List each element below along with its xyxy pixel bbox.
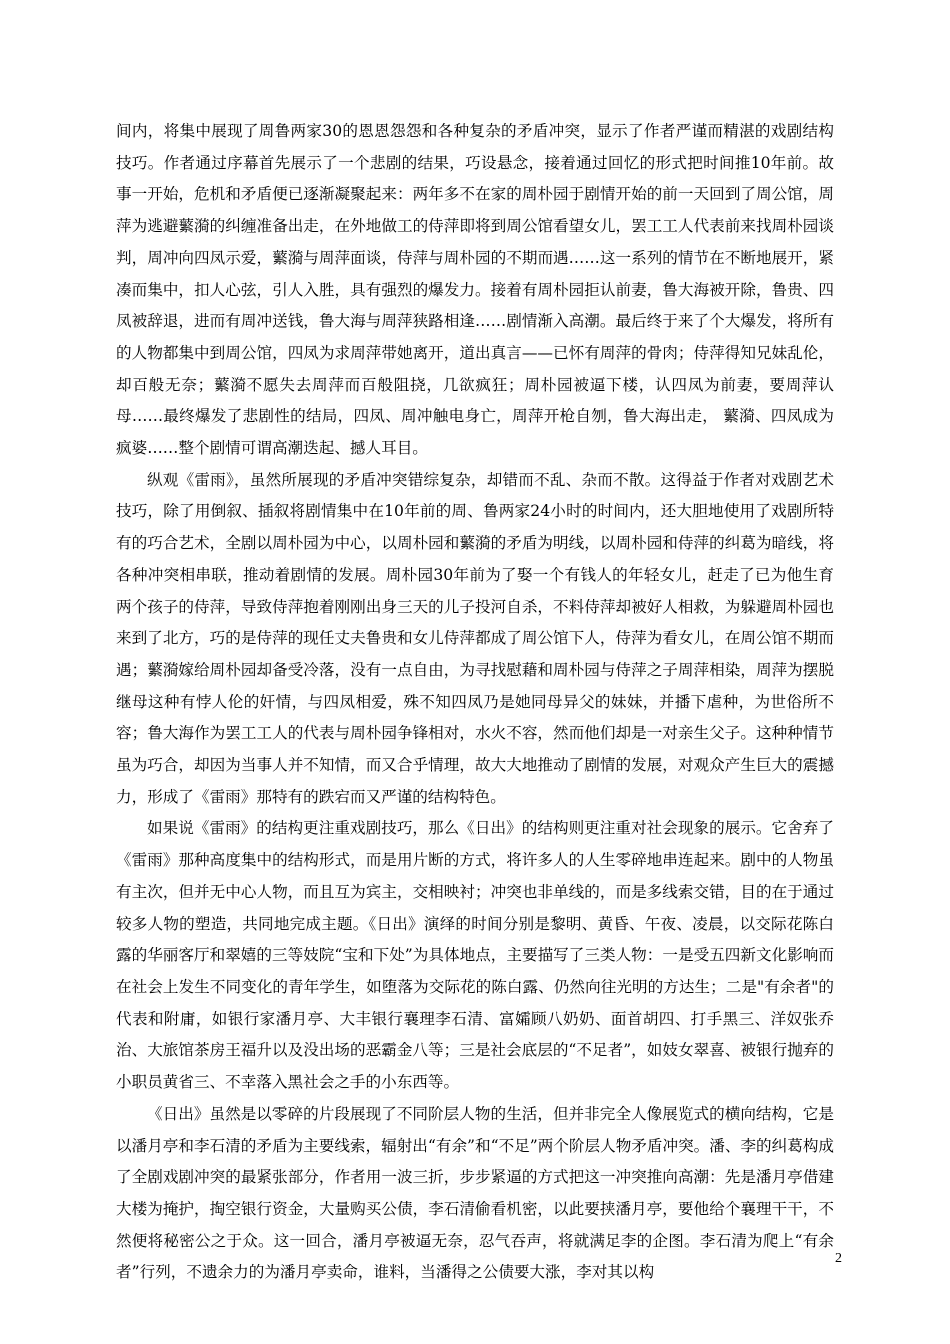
paragraph-4: 《日出》虽然是以零碎的片段展现了不同阶层人物的生活，但并非完全人像展览式的横向结构，它是以潘月亭和李石清的矛盾为主要线索，辐射出“有余”和“不足”两个阶层人物矛盾冲突。潘、李的纠葛构成了全剧戏剧冲突的最紧张部分，作者用一波三折，步步紧逼的方式把这一冲突推向高潮：先是潘月亭借建大楼为掩护，掏空银行资金，大量购买公债，李石清偷看机密，以此要挟潘月亭，要他给个襄理干干，不然便将秘密公之于众。这一回合，潘月亭被逼无奈，忍气吞声，将就满足李的企图。李石清为爬上“有余者”行列，不遗余力的为潘月亭卖命，谁料，当潘得之公债要大涨，李对其以构 (116, 1104, 835, 1282)
body-text (116, 116, 834, 1289)
paragraph-3: 如果说《雷雨》的结构更注重戏剧技巧，那么《日出》的结构则更注重对社会现象的展示。它舍弃了《雷雨》那种高度集中的结构形式，而是用片断的方式，将许多人的人生零碎地串连起来。剧中的人物虽有主次，但并无中心人物，而且互为宾主，交相映衬；冲突也非单线的，而是多线索交错，目的在于通过较多人物的塑造，共同地完成主题。《日出》演绎的时间分别是黎明、黄昏、午夜、凌晨，以交际花陈白露的华丽客厅和翠嬉的三等妓院“宝和下处”为具体地点，主要描写了三类人物：一是受五四新文化影响而在社会上发生不同变化的青年学生，如堕落为交际花的陈白露、仍然向往光明的方达生；二是"有余者"的代表和附庸，如银行家潘月亭、大丰银行襄理李石清、富孀顾八奶奶、面首胡四、打手黑三、洋奴张乔治、大旅馆茶房王福升以及没出场的恶霸金八等；三是社会底层的“不足者”，如妓女翠喜、被银行抛弃的小职员黄省三、不幸落入黑社会之手的小东西等。 (116, 819, 834, 1092)
paragraph-1: 间内，将集中展现了周鲁两家30的恩恩怨怨和各种复杂的矛盾冲突，显示了作者严谨而精湛的戏剧结构技巧。作者通过序幕首先展示了一个悲剧的结果，巧设悬念，接着通过回忆的形式把时间推10年前。故事一开始，危机和矛盾便已逐渐凝聚起来：两年多不在家的周朴园于剧情开始的前一天回到了周公馆，周萍为逃避蘩漪的纠缠准备出走，在外地做工的侍萍即将到周公馆看望女儿，罢工工人代表前来找周朴园谈判，周冲向四凤示爱，蘩漪与周萍面谈，侍萍与周朴园的不期而遇……这一系列的情节在不断地展开，紧凑而集中，扣人心弦，引人入胜，具有强烈的爆发力。接着有周朴园拒认前妻，鲁大海被开除，鲁贵、四凤被辞退，进而有周冲送钱，鲁大海与周萍狭路相逢……剧情渐入高潮。最后终于来了个大爆发，将所有的人物都集中到周公馆，四凤为求周萍带她离开，道出真言——已怀有周萍的骨肉；侍萍得知兄妹乱伦，却百般无奈；蘩漪不愿失去周萍而百般阻挠，几欲疯狂；周朴园被逼下楼，认四凤为前妻，要周萍认母……最终爆发了悲剧性的结局，四凤、周冲触电身亡，周萍开枪自刎，鲁大海出走， 蘩漪、四凤成为疯婆……整个剧情可谓高潮迭起、撼人耳目。 (116, 122, 834, 458)
page-number: 2 (835, 1251, 842, 1266)
paragraph-2: 纵观《雷雨》，虽然所展现的矛盾冲突错综复杂，却错而不乱、杂而不散。这得益于作者对戏剧艺术技巧，除了用倒叙、插叙将剧情集中在10年前的周、鲁两家24小时的时间内，还大胆地使用了戏剧所特有的巧合艺术，全剧以周朴园为中心，以周朴园和蘩漪的矛盾为明线，以周朴园和侍萍的纠葛为暗线，将各种冲突相串联，推动着剧情的发展。周朴园30年前为了娶一个有钱人的年轻女儿，赶走了已为他生育两个孩子的侍萍，导致侍萍抱着刚刚出身三天的儿子投河自杀，不料侍萍却被好人相救，为躲避周朴园也来到了北方，巧的是侍萍的现任丈夫鲁贵和女儿侍萍都成了周公馆下人，侍萍为看女儿，在周公馆不期而遇；蘩漪嫁给周朴园却备受冷落，没有一点自由，为寻找慰藉和周朴园与侍萍之子周萍相染，周萍为摆脱继母这种有悖人伦的奸情，与四凤相爱，殊不知四凤乃是她同母异父的妹妹，并播下虐种，为世俗所不容；鲁大海作为罢工工人的代表与周朴园争锋相对，水火不容，然而他们却是一对亲生父子。这种种情节虽为巧合，却因为当事人并不知情，而又合乎情理，故大大地推动了剧情的发展，对观众产生巨大的震撼力，形成了《雷雨》那特有的跌宕而又严谨的结构特色。 (116, 470, 834, 806)
